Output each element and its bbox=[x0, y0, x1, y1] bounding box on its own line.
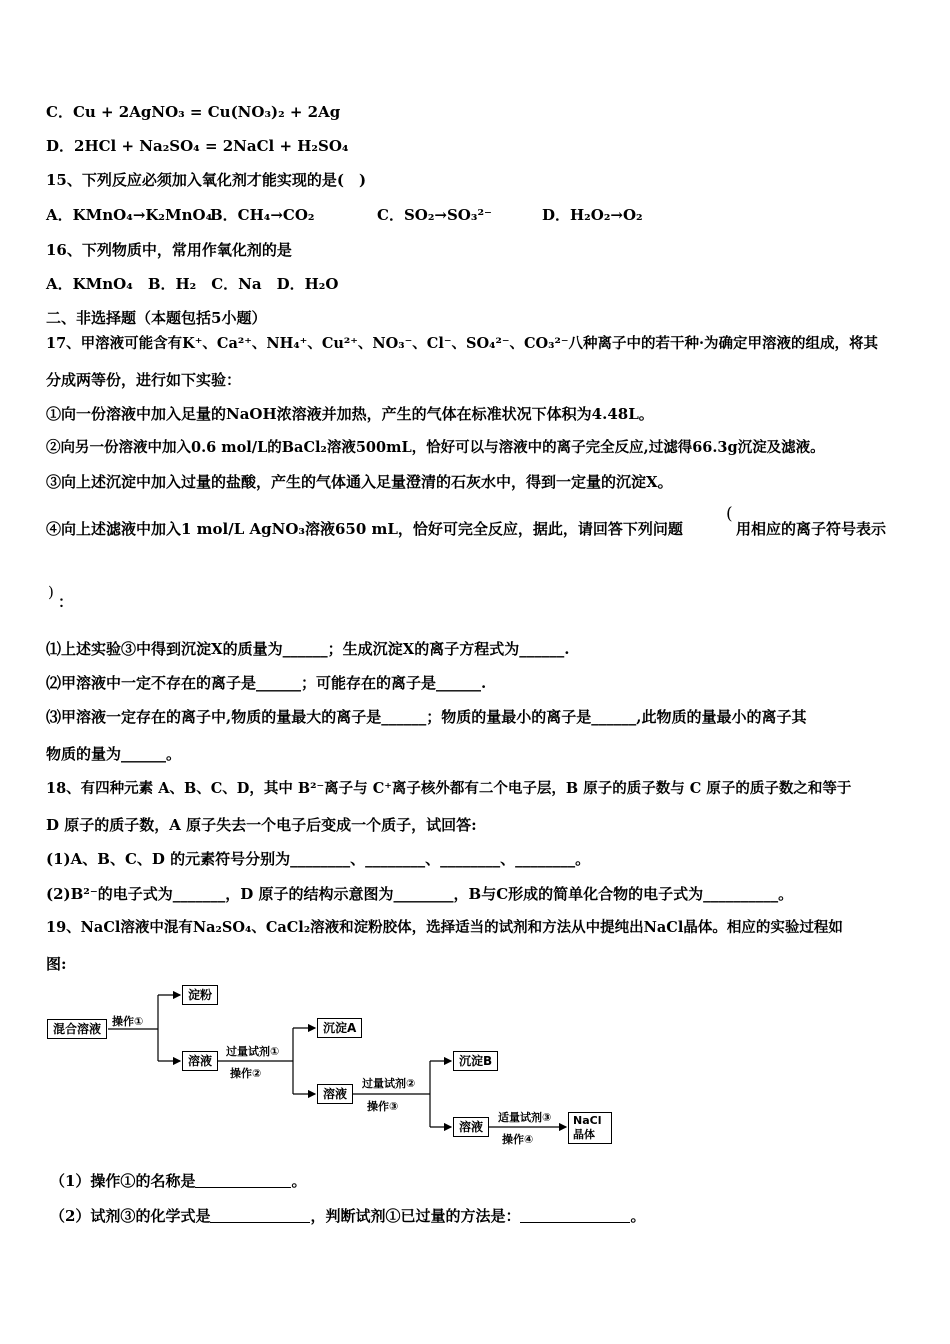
q18-sub2: (2)B²⁻的电子式为_______，D 原子的结构示意图为________，B与C形成的简单化合物的电子式为__________。 bbox=[46, 885, 794, 903]
q16-options: A．KMnO₄ B．H₂ C．Na D．H₂O bbox=[46, 275, 339, 293]
label-reagent3: 适量试剂③ bbox=[498, 1111, 552, 1124]
q19-sub1 bbox=[50, 1171, 306, 1191]
q17-sub3-line1: ⑶甲溶液一定存在的离子中,物质的量最大的离子是______；物质的量最小的离子是______,此物质的量最小的离子其 bbox=[46, 708, 807, 726]
box-solution-2: 溶液 bbox=[317, 1084, 353, 1104]
q19-sub1-end: 。 bbox=[291, 1172, 307, 1190]
q18-stem-line1: 18、有四种元素 A、B、C、D，其中 B²⁻离子与 C⁺离子核外都有二个电子层，B 原子的质子数与 C 原子的质子数之和等于 bbox=[46, 780, 852, 797]
q17-paren-open: ( bbox=[726, 504, 733, 524]
box-solution-1: 溶液 bbox=[182, 1051, 218, 1071]
q17-paren-close: ) bbox=[48, 583, 54, 601]
q17-stem-line2: 分成两等份，进行如下实验： bbox=[46, 371, 242, 389]
label-reagent1: 过量试剂① bbox=[226, 1045, 280, 1058]
q17-colon: ： bbox=[58, 593, 74, 611]
label-op1: 操作① bbox=[112, 1015, 144, 1028]
q15-option-c: C．SO₂→SO₃²⁻ bbox=[377, 206, 492, 224]
box-nacl-crystal bbox=[568, 1112, 612, 1144]
q18-sub1: (1)A、B、C、D 的元素符号分别为________、________、________、________。 bbox=[46, 850, 591, 868]
q18-stem-line2: D 原子的质子数，A 原子失去一个电子后变成一个质子，试回答: bbox=[46, 816, 477, 834]
q17-sub2: ⑵甲溶液中一定不存在的离子是______；可能存在的离子是______. bbox=[46, 674, 487, 692]
q17-step2: ②向另一份溶液中加入0.6 mol/L的BaCl₂溶液500mL，恰好可以与溶液中的离子完全反应,过滤得66.3g沉淀及滤液。 bbox=[46, 439, 825, 456]
q19-sub2-text-b: ，判断试剂①已过量的方法是： bbox=[310, 1207, 521, 1225]
section-heading: 二、非选择题（本题包括5小题） bbox=[46, 309, 267, 327]
box-solution-3: 溶液 bbox=[453, 1117, 489, 1137]
q17-step1: ①向一份溶液中加入足量的NaOH浓溶液并加热，产生的气体在标准状况下体积为4.48L。 bbox=[46, 405, 654, 423]
box-precipitate-b: 沉淀B bbox=[453, 1051, 498, 1071]
answer-blank-op1[interactable] bbox=[195, 1172, 291, 1188]
q15-option-a: A．KMnO₄→K₂MnO₄ bbox=[46, 206, 213, 224]
q15-option-d: D．H₂O₂→O₂ bbox=[542, 206, 643, 224]
q16-stem: 16、下列物质中，常用作氧化剂的是 bbox=[46, 241, 292, 259]
q19-stem-line2: 图: bbox=[46, 955, 67, 973]
box-starch: 淀粉 bbox=[182, 985, 218, 1005]
q15-option-b: B．CH₄→CO₂ bbox=[210, 206, 315, 224]
answer-blank-reagent3[interactable] bbox=[210, 1207, 310, 1223]
label-op4: 操作④ bbox=[502, 1133, 534, 1146]
q19-sub2-text-a: （2）试剂③的化学式是 bbox=[50, 1207, 211, 1225]
q17-stem-line1: 17、甲溶液可能含有K⁺、Ca²⁺、NH₄⁺、Cu²⁺、NO₃⁻、Cl⁻、SO₄²⁻、CO₃²⁻八种离子中的若干种·为确定甲溶液的组成，将其 bbox=[46, 335, 879, 352]
q14-option-c: C．Cu + 2AgNO₃ = Cu(NO₃)₂ + 2Ag bbox=[46, 103, 341, 121]
label-reagent2: 过量试剂② bbox=[362, 1077, 416, 1090]
q17-sub1: ⑴上述实验③中得到沉淀X的质量为______；生成沉淀X的离子方程式为______. bbox=[46, 640, 570, 658]
answer-blank-method[interactable] bbox=[520, 1207, 630, 1223]
q19-stem-line1: 19、NaCl溶液中混有Na₂SO₄、CaCl₂溶液和淀粉胶体，选择适当的试剂和方法从中提纯出NaCl晶体。相应的实验过程如 bbox=[46, 919, 843, 936]
q17-step4-tail: 用相应的离子符号表示 bbox=[736, 520, 887, 538]
label-op2: 操作② bbox=[230, 1067, 262, 1080]
q14-option-d: D．2HCl + Na₂SO₄ = 2NaCl + H₂SO₄ bbox=[46, 137, 349, 155]
box-precipitate-a: 沉淀A bbox=[317, 1018, 362, 1038]
label-op3: 操作③ bbox=[367, 1100, 399, 1113]
nacl-label: NaCl bbox=[573, 1114, 602, 1127]
q17-sub3-line2: 物质的量为______。 bbox=[46, 745, 182, 763]
crystal-label: 晶体 bbox=[573, 1128, 595, 1141]
q17-step4: ④向上述滤液中加入1 mol/L AgNO₃溶液650 mL，恰好可完全反应，据此，请回答下列问题 bbox=[46, 520, 683, 538]
box-mixed-solution: 混合溶液 bbox=[47, 1019, 107, 1039]
q19-sub2 bbox=[50, 1206, 645, 1226]
q19-sub1-text: （1）操作①的名称是 bbox=[50, 1172, 196, 1190]
q17-step3: ③向上述沉淀中加入过量的盐酸，产生的气体通入足量澄清的石灰水中，得到一定量的沉淀X。 bbox=[46, 473, 673, 491]
q19-sub2-end: 。 bbox=[630, 1207, 646, 1225]
q15-stem: 15、下列反应必须加入氧化剂才能实现的是( ) bbox=[46, 171, 367, 189]
